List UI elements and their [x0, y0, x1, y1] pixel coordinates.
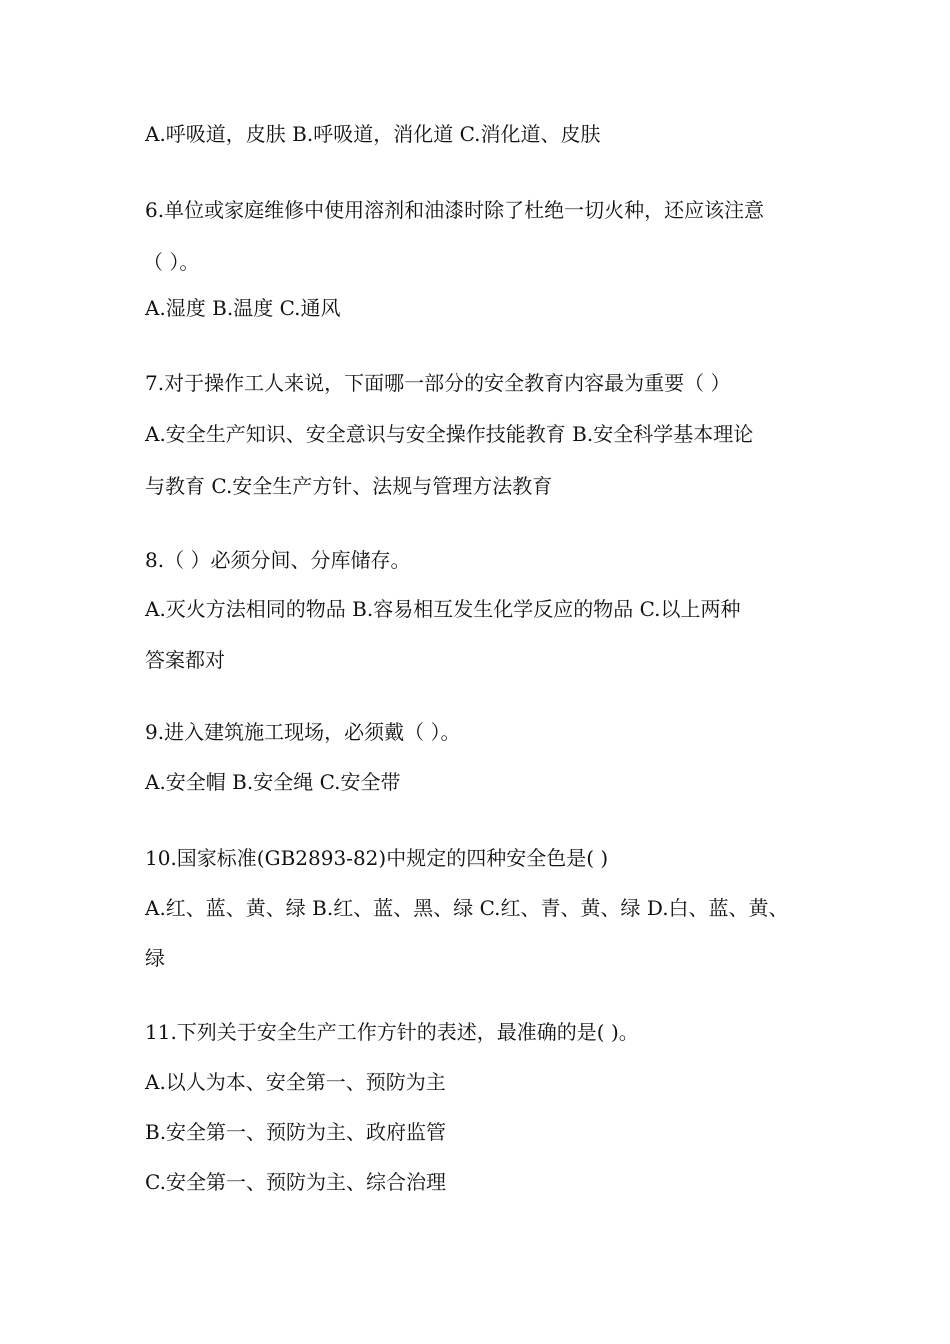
q6-question-line2: （ ）。 [143, 250, 200, 274]
q8-options-line1: A.灭火方法相同的物品 B.容易相互发生化学反应的物品 C.以上两种 [145, 597, 741, 621]
q10-question: 10.国家标准(GB2893-82)中规定的四种安全色是( ) [145, 846, 609, 870]
q10-options-line1: A.红、蓝、黄、绿 B.红、蓝、黑、绿 C.红、青、黄、绿 D.白、蓝、黄、 [145, 896, 789, 920]
q11-option-c: C.安全第一、预防为主、综合治理 [145, 1170, 446, 1194]
q11-option-b: B.安全第一、预防为主、政府监管 [145, 1120, 447, 1144]
q7-options-line2: 与教育 C.安全生产方针、法规与管理方法教育 [145, 474, 553, 498]
q9-question: 9.进入建筑施工现场，必须戴（ ）。 [145, 720, 461, 744]
q10-options-line2: 绿 [145, 946, 165, 970]
q6-options: A.湿度 B.温度 C.通风 [145, 296, 341, 320]
q7-options-line1: A.安全生产知识、安全意识与安全操作技能教育 B.安全科学基本理论 [145, 422, 754, 446]
q9-options: A.安全帽 B.安全绳 C.安全带 [145, 770, 401, 794]
q7-question: 7.对于操作工人来说，下面哪一部分的安全教育内容最为重要（ ） [145, 371, 731, 395]
q5-options: A.呼吸道，皮肤 B.呼吸道，消化道 C.消化道、皮肤 [145, 122, 601, 146]
q8-options-line2: 答案都对 [145, 648, 225, 672]
q11-question: 11.下列关于安全生产工作方针的表述，最准确的是( )。 [145, 1020, 639, 1044]
q8-question: 8.（ ）必须分间、分库储存。 [145, 548, 411, 572]
q6-question-line1: 6.单位或家庭维修中使用溶剂和油漆时除了杜绝一切火种，还应该注意 [145, 198, 765, 222]
q11-option-a: A.以人为本、安全第一、预防为主 [145, 1070, 446, 1094]
